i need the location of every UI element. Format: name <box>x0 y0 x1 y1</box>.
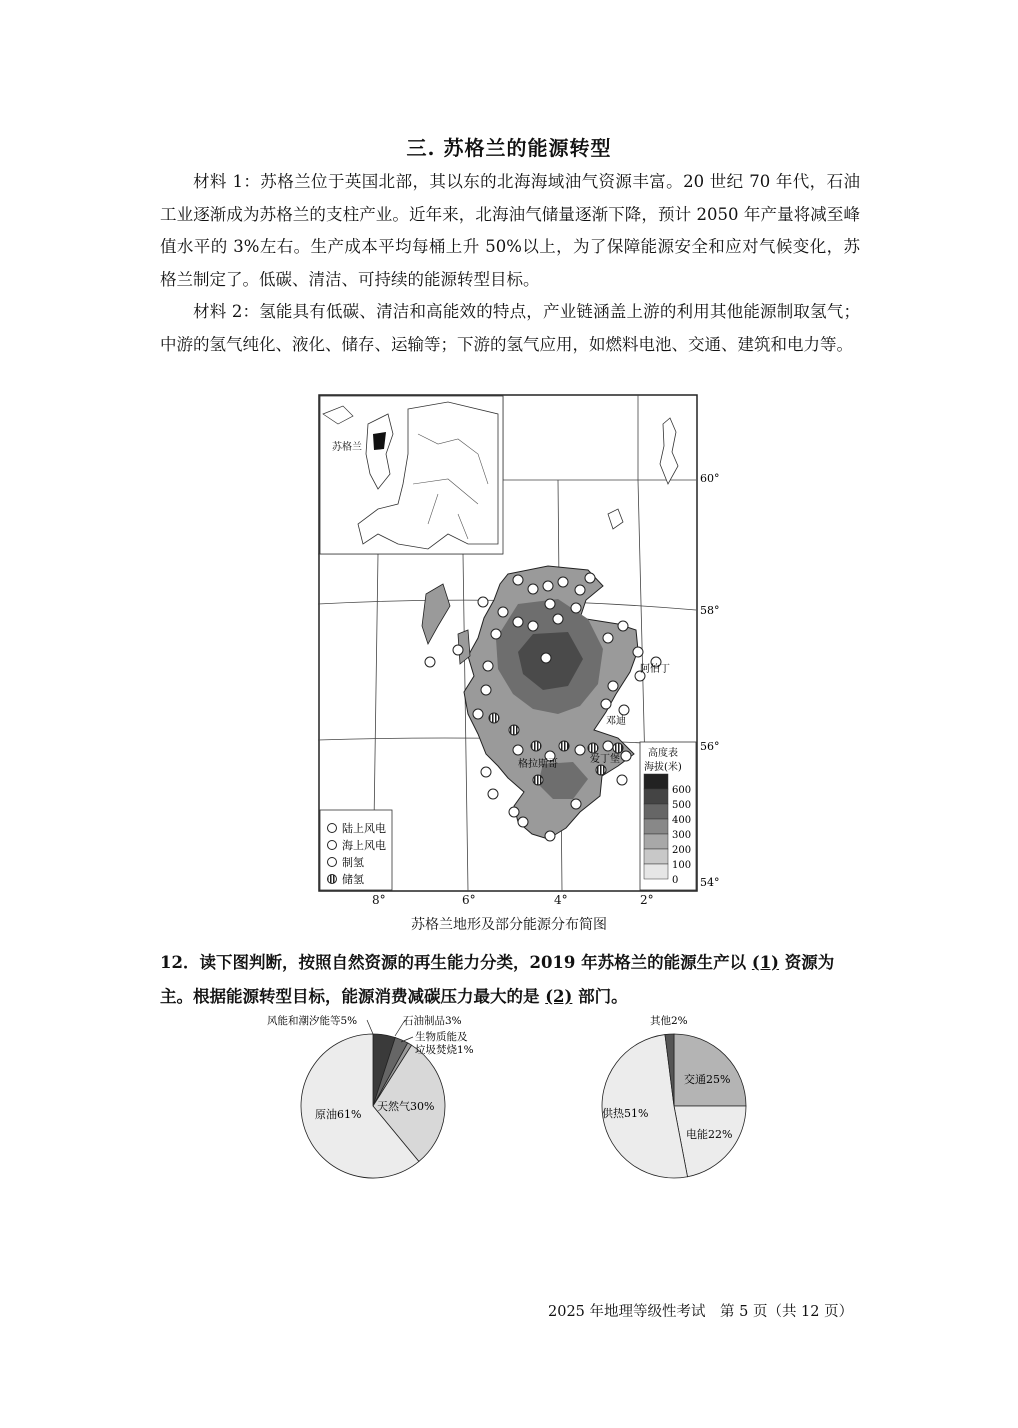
elevation-title-2: 海拔(米) <box>644 762 682 773</box>
lat-60: 60° <box>700 472 720 485</box>
elev-400: 400 <box>672 815 692 826</box>
legend-hydrogen-storage: 储氢 <box>342 873 364 886</box>
question-12 <box>160 946 860 1014</box>
question-text-b: 资源为主。根据能源转型目标，能源消费减碳压力最大的是 <box>160 953 835 1006</box>
answer-blank-1[interactable]: (1) <box>751 953 779 972</box>
map-caption: 苏格兰地形及部分能源分布简图 <box>411 917 607 933</box>
scotland-highlight <box>373 432 386 450</box>
material-2: 材料 2：氢能具有低碳、清洁和高能效的特点，产业链涵盖上游的利用其他能源制取氢气；中游的氢气纯化、液化、储存、运输等；下游的氢气应用，如燃料电池、交通、建筑和电力等。 <box>160 302 860 354</box>
page-footer: 2025 年地理等级性考试 第 5 页（共 12 页） <box>548 1304 854 1320</box>
pie1-label-oil-products: 石油制品3% <box>403 1015 462 1027</box>
europe-inset <box>320 396 503 554</box>
legend-hydrogen-production: 制氢 <box>342 856 364 869</box>
lat-56: 56° <box>700 740 720 753</box>
elev-300: 300 <box>672 830 692 841</box>
legend-offshore: 海上风电 <box>342 839 386 852</box>
lat-54: 54° <box>700 876 720 889</box>
pie1-label-wind: 风能和潮汐能等5% <box>267 1015 358 1027</box>
pie2-slice-0 <box>674 1034 746 1106</box>
answer-blank-2[interactable]: (2) <box>545 987 573 1006</box>
legend-onshore: 陆上风电 <box>342 822 386 835</box>
section-title: 三. 苏格兰的能源转型 <box>406 136 612 160</box>
map-legend <box>320 810 392 890</box>
pie1-label-gas: 天然气30% <box>377 1100 435 1113</box>
city-aberdeen: 阿伯丁 <box>640 664 670 675</box>
question-text-c: 部门。 <box>578 987 628 1006</box>
lat-58: 58° <box>700 604 720 617</box>
pie1-label-biomass-1: 生物质能及 <box>415 1031 468 1043</box>
elev-0: 0 <box>672 875 679 886</box>
elevation-scale <box>640 742 696 890</box>
city-glasgow: 格拉斯哥 <box>518 759 558 770</box>
elevation-title-1: 高度表 <box>648 748 678 759</box>
pie2-label-other: 其他2% <box>650 1015 688 1027</box>
pie2-label-heating: 供热51% <box>602 1107 649 1120</box>
energy-production-pie <box>255 1010 515 1185</box>
material-1: 材料 1：苏格兰位于英国北部，其以东的北海海域油气资源丰富。20 世纪 70 年代，石油工业逐渐成为苏格兰的支柱产业。近年来，北海油气储量逐渐下降，预计 2050 年产量将减至峰值水平的 3%左右。生产成本平均每桶上升 50%以上，为了保障能源安全和应对气候变化，苏格兰制定了。低碳、清洁、可持续的能源转型目标。 <box>160 172 860 289</box>
elev-500: 500 <box>672 800 692 811</box>
elev-600: 600 <box>672 785 692 796</box>
lon-8: 8° <box>372 893 386 907</box>
lon-2: 2° <box>640 893 654 907</box>
lon-4: 4° <box>554 893 568 907</box>
inset-label: 苏格兰 <box>332 442 362 453</box>
lon-6: 6° <box>462 893 476 907</box>
pie2-slices <box>602 1034 746 1178</box>
pie2-label-electricity: 电能22% <box>686 1128 733 1141</box>
pie1-label-biomass-2: 垃圾焚烧1% <box>415 1044 474 1056</box>
pie1-label-crude: 原油61% <box>315 1108 362 1121</box>
question-text-a: 读下图判断，按照自然资源的再生能力分类，2019 年苏格兰的能源生产以 <box>199 953 747 972</box>
question-number: 12． <box>160 953 200 972</box>
scotland-map <box>318 394 720 892</box>
energy-consumption-pie <box>590 1010 770 1185</box>
city-dundee: 邓迪 <box>606 716 626 727</box>
elev-100: 100 <box>672 860 692 871</box>
pie2-label-transport: 交通25% <box>684 1073 731 1086</box>
city-edinburgh: 爱丁堡 <box>590 754 620 765</box>
elev-200: 200 <box>672 845 692 856</box>
